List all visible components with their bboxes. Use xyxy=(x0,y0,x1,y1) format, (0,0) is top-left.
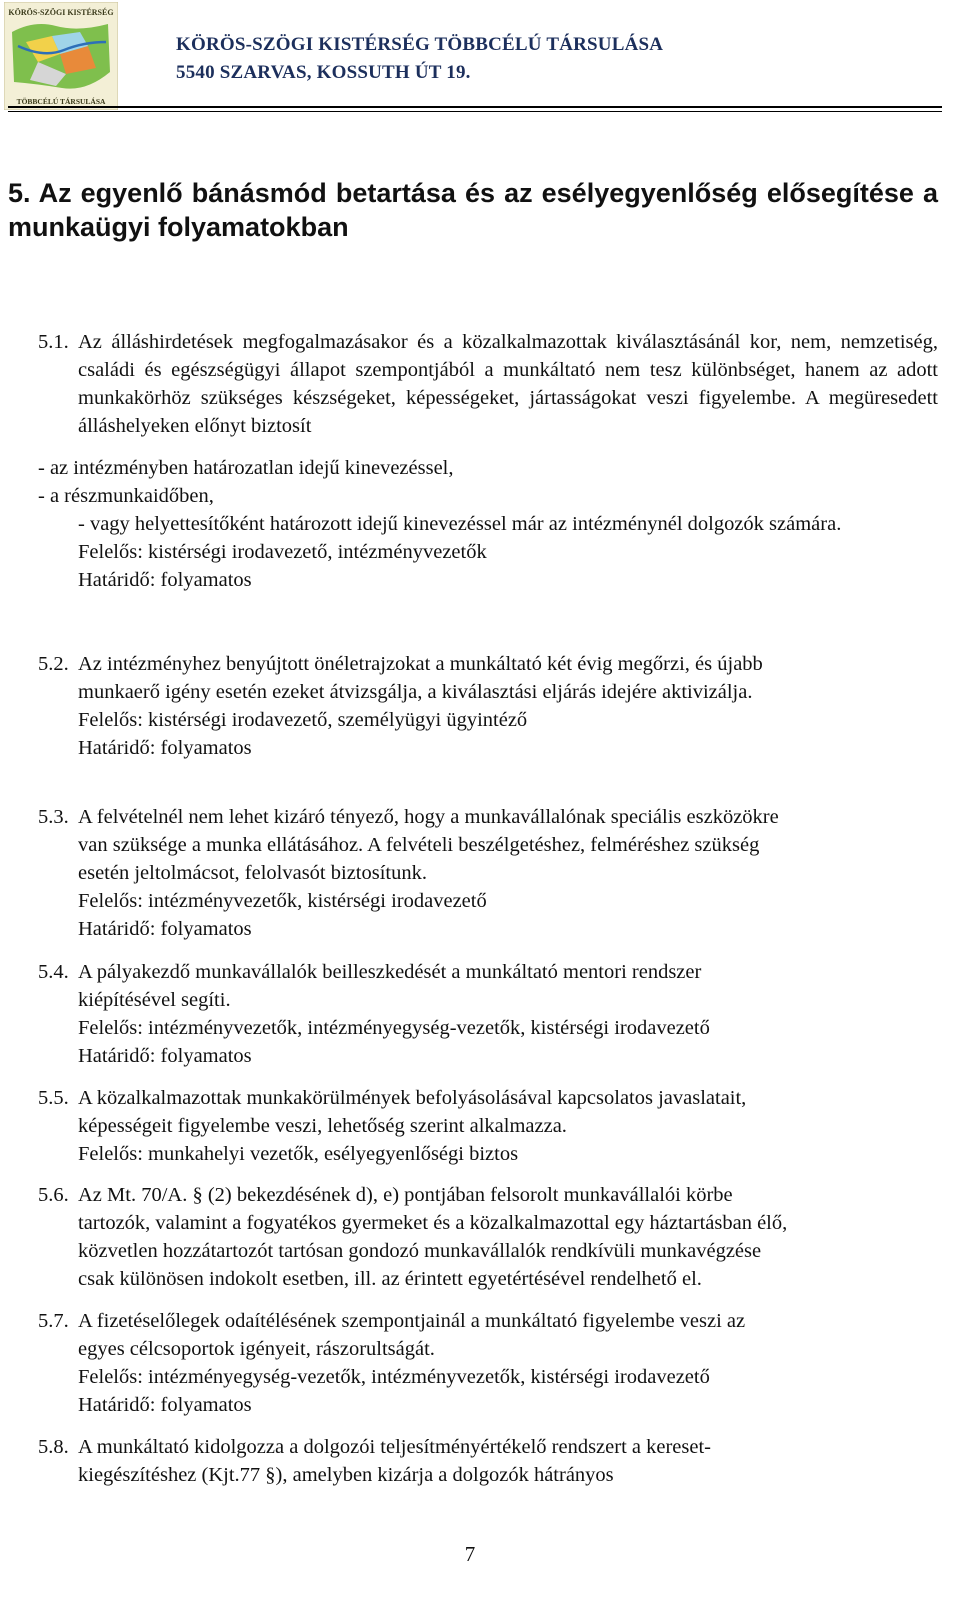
item-number: 5.8. xyxy=(38,1436,69,1458)
responsible: Felelős: munkahelyi vezetők, esélyegyenlőségi biztos xyxy=(78,1143,519,1165)
org-logo xyxy=(4,2,118,110)
item-line: A pályakezdő munkavállalók beilleszkedését a munkáltató mentori rendszer xyxy=(78,961,702,983)
item-line: esetén jeltolmácsot, felolvasót biztosítunk. xyxy=(78,862,427,884)
item-text: Az álláshirdetések megfogalmazásakor és a közalkalmazottak kiválasztásánál kor, nem, nemzetiség, családi és egészségügyi állapot szempontjából a munkáltató nem tesz különbséget, hanem az adott munkakörhöz szükséges készségeket, képességeket, jártasságokat veszi figyelembe. A megüresedett álláshelyeken előnyt biztosít xyxy=(78,331,938,437)
item-line: képességeit figyelembe veszi, lehetőség szerint alkalmazza. xyxy=(78,1115,567,1137)
deadline: Határidő: folyamatos xyxy=(78,737,252,759)
dash-item: - az intézményben határozatlan idejű kinevezéssel, xyxy=(38,457,454,479)
dash-item: - a részmunkaidőben, xyxy=(38,485,214,507)
item-5-5 xyxy=(38,1084,938,1168)
responsible: Felelős: kistérségi irodavezető, személyügyi ügyintéző xyxy=(78,709,528,731)
item-line: A közalkalmazottak munkakörülmények befolyásolásával kapcsolatos javaslatait, xyxy=(78,1087,747,1109)
dash-item: - vagy helyettesítőként határozott idejű kinevezéssel már az intézménynél dolgozók számára. xyxy=(78,513,842,535)
item-number: 5.6. xyxy=(38,1184,69,1206)
item-line: Az Mt. 70/A. § (2) bekezdésének d), e) pontjában felsorolt munkavállalói körbe xyxy=(78,1184,733,1206)
item-line: A fizetéselőlegek odaítélésének szempontjainál a munkáltató figyelembe veszi az xyxy=(78,1310,746,1332)
deadline: Határidő: folyamatos xyxy=(78,918,252,940)
item-line: kiegészítéshez (Kjt.77 §), amelyben kizárja a dolgozók hátrányos xyxy=(78,1464,614,1486)
item-line: A munkáltató kidolgozza a dolgozói teljesítményértékelő rendszert a kereset- xyxy=(78,1436,711,1458)
item-line: tartozók, valamint a fogyatékos gyermeket és a közalkalmazottal egy háztartásban élő, xyxy=(78,1212,788,1234)
item-number: 5.4. xyxy=(38,961,69,983)
item-line: A felvételnél nem lehet kizáró tényező, hogy a munkavállalónak speciális eszközökre xyxy=(78,806,779,828)
dash-list xyxy=(38,454,938,538)
item-5-2 xyxy=(38,650,938,762)
item-5-3 xyxy=(38,803,938,943)
page-header xyxy=(0,0,960,112)
item-number: 5.1. xyxy=(38,331,69,353)
item-5-7 xyxy=(38,1307,938,1419)
responsible: Felelős: intézményegység-vezetők, intézményvezetők, kistérségi irodavezető xyxy=(78,1366,710,1388)
item-line: van szüksége a munka ellátásához. A felvételi beszélgetéshez, felméréshez szükség xyxy=(78,834,760,856)
responsible: Felelős: kistérségi irodavezető, intézményvezetők xyxy=(78,541,487,563)
item-line: munkaerő igény esetén ezeket átvizsgálja, a kiválasztási eljárás idejére aktivizálja. xyxy=(78,681,753,703)
header-rule-thin xyxy=(8,111,942,112)
logo-bottom-text: TÖBBCÉLÚ TÁRSULÁSA xyxy=(16,97,106,106)
item-number: 5.5. xyxy=(38,1087,69,1109)
logo-top-text: KÖRÖS-SZÖGI KISTÉRSÉG xyxy=(8,8,114,17)
item-number: 5.2. xyxy=(38,653,69,675)
item-line: egyes célcsoportok igényeit, rászorultságát. xyxy=(78,1338,435,1360)
deadline: Határidő: folyamatos xyxy=(78,1394,252,1416)
org-name: KÖRÖS-SZÖGI KISTÉRSÉG TÖBBCÉLÚ TÁRSULÁSA xyxy=(176,34,664,55)
deadline: Határidő: folyamatos xyxy=(78,1045,252,1067)
deadline: Határidő: folyamatos xyxy=(78,569,252,591)
item-line: közvetlen hozzátartozót tartósan gondozó munkavállalók rendkívüli munkavégzése xyxy=(78,1240,762,1262)
item-5-6 xyxy=(38,1181,938,1293)
responsible: Felelős: intézményvezetők, intézményegység-vezetők, kistérségi irodavezető xyxy=(78,1017,710,1039)
item-5-8 xyxy=(38,1433,938,1489)
org-address: 5540 SZARVAS, KOSSUTH ÚT 19. xyxy=(176,62,471,83)
page-number: 7 xyxy=(464,1542,476,1566)
responsible: Felelős: intézményvezetők, kistérségi irodavezető xyxy=(78,890,487,912)
item-number: 5.7. xyxy=(38,1310,69,1332)
item-line: Az intézményhez benyújtott önéletrajzokat a munkáltató két évig megőrzi, és újabb xyxy=(78,653,763,675)
item-5-1 xyxy=(38,328,938,594)
header-rule xyxy=(8,106,942,108)
item-line: kiépítésével segíti. xyxy=(78,989,231,1011)
item-number: 5.3. xyxy=(38,806,69,828)
section-title: 5. Az egyenlő bánásmód betartása és az esélyegyenlőség elősegítése a munkaügyi folyamatokban xyxy=(8,178,938,242)
item-line: csak különösen indokolt esetben, ill. az érintett egyetértésével rendelhető el. xyxy=(78,1268,702,1290)
item-5-4 xyxy=(38,958,938,1070)
